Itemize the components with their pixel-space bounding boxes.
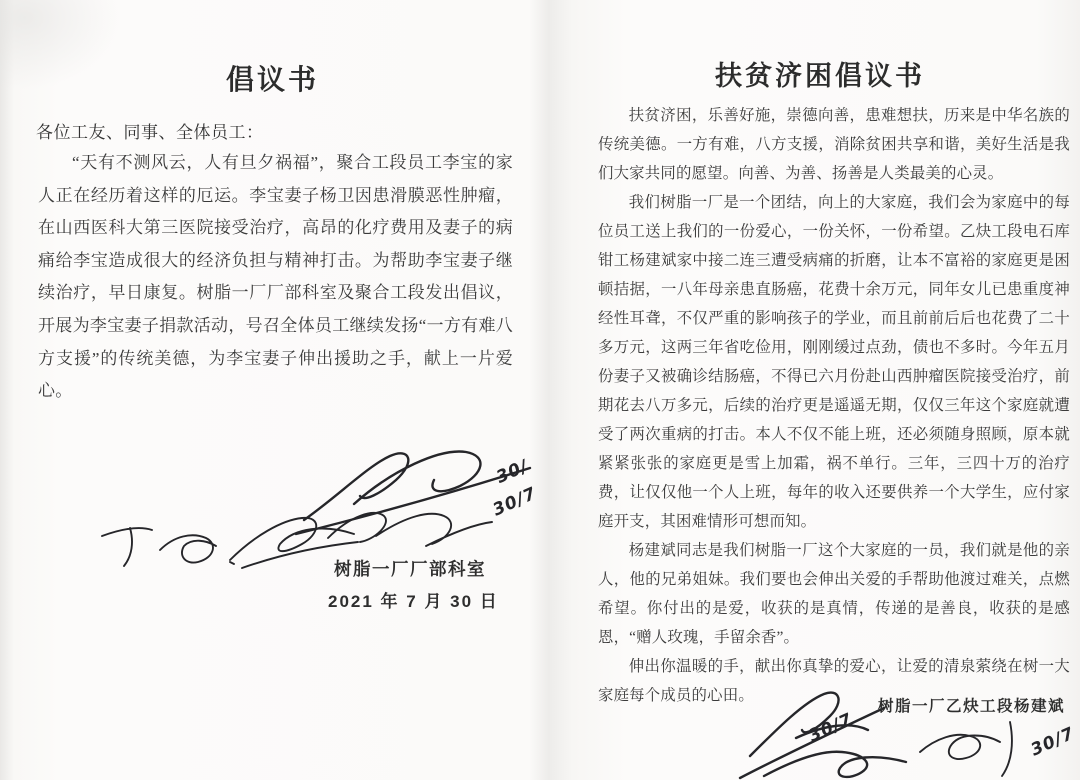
right-letter-page	[560, 0, 1080, 780]
handwritten-signature-3	[94, 514, 244, 572]
right-letter-paragraph-4: 伸出你温暖的手，献出你真挚的爱心，让爱的清泉萦绕在树一大家庭每个成员的心田。	[598, 658, 1070, 704]
right-letter-title: 扶贫济困倡议书	[715, 61, 925, 91]
handwritten-signature-7	[912, 718, 1022, 778]
right-letter-paragraph-1: 扶贫济困，乐善好施，崇德向善，患难想扶，历来是中华名族的传统美德。一方有难，八方支援，消除贫困共享和谐，美好生活是我们大家共同的愿望。向善、为善、扬善是人类最美的心灵。	[598, 107, 1070, 182]
left-letter-paragraph: “天有不测风云，人有旦夕祸福”，聚合工段员工李宝的家人正在经历着这样的厄运。李宝妻子杨卫因患滑膜恶性肿瘤，在山西医科大第三医院接受治疗，高昂的化疗费用及妻子的病痛给李宝造成很大的经济负担与精神打击。为帮助李宝妻子继续治疗，早日康复。树脂一厂厂部科室及聚合工段发出倡议，开展为李宝妻子捐款活动，号召全体员工继续发扬“一方有难八方支援”的传统美德，为李宝妻子伸出援助之手，献上一片爱心。	[38, 153, 513, 401]
left-signature-unit: 树脂一厂厂部科室	[334, 559, 486, 579]
right-letter-paragraph-2: 我们树脂一厂是一个团结，向上的大家庭，我们会为家庭中的每位员工送上我们的一份爱心，一份关怀，一份希望。乙炔工段电石库钳工杨建斌家中接二连三遭受病痛的折磨，让本不富裕的家庭更是困顿拮据，一八年母亲患直肠癌，花费十余万元，同年女儿已患重度神经性耳聋，不仅严重的影响孩子的学业，而且前前后后也花费了二十多万元，这两三年省吃俭用，刚刚缓过点劲，债也不多时。今年五月份妻子又被确诊结肠癌，不得已六月份赴山西肿瘤医院接受治疗，前期花去八万多元，后续的治疗更是遥遥无期，仅仅三年这个家庭就遭受了两次重病的打击。本人不仅不能上班，还必须随身照顾，原本就紧紧张张的家庭更是雪上加霜，祸不单行。三年，三四十万的治疗费，让仅仅他一个人上班，每年的收入还要供养一个大学生，应付家庭开支，其困难情形可想而知。	[598, 194, 1070, 530]
handwritten-date-mark-1: 30/	[493, 456, 532, 488]
left-letter-salutation: 各位工友、同事、全体员工：	[36, 123, 264, 142]
right-signature-unit: 树脂一厂乙炔工段杨建斌	[878, 698, 1066, 715]
left-letter-title: 倡议书	[225, 65, 319, 96]
right-letter-paragraph-3: 杨建斌同志是我们树脂一厂这个大家庭的一员，我们就是他的亲人，他的兄弟姐妹。我们要也会伸出关爱的手帮助他渡过难关，点燃希望。你付出的是爱，收获的是真情，传递的是善良，收获的是感恩，“赠人玫瑰，手留余香”。	[598, 542, 1070, 646]
left-signature-date: 2021 年 7 月 30 日	[328, 592, 499, 611]
handwritten-signature-2	[322, 496, 497, 558]
handwritten-signature-1	[290, 440, 540, 540]
handwritten-date-mark-4: 30/7	[1027, 723, 1078, 761]
handwritten-signature-6	[758, 742, 913, 780]
handwritten-date-mark-2: 30/7	[489, 483, 540, 521]
handwritten-date-mark-3: 30/7	[805, 709, 856, 747]
